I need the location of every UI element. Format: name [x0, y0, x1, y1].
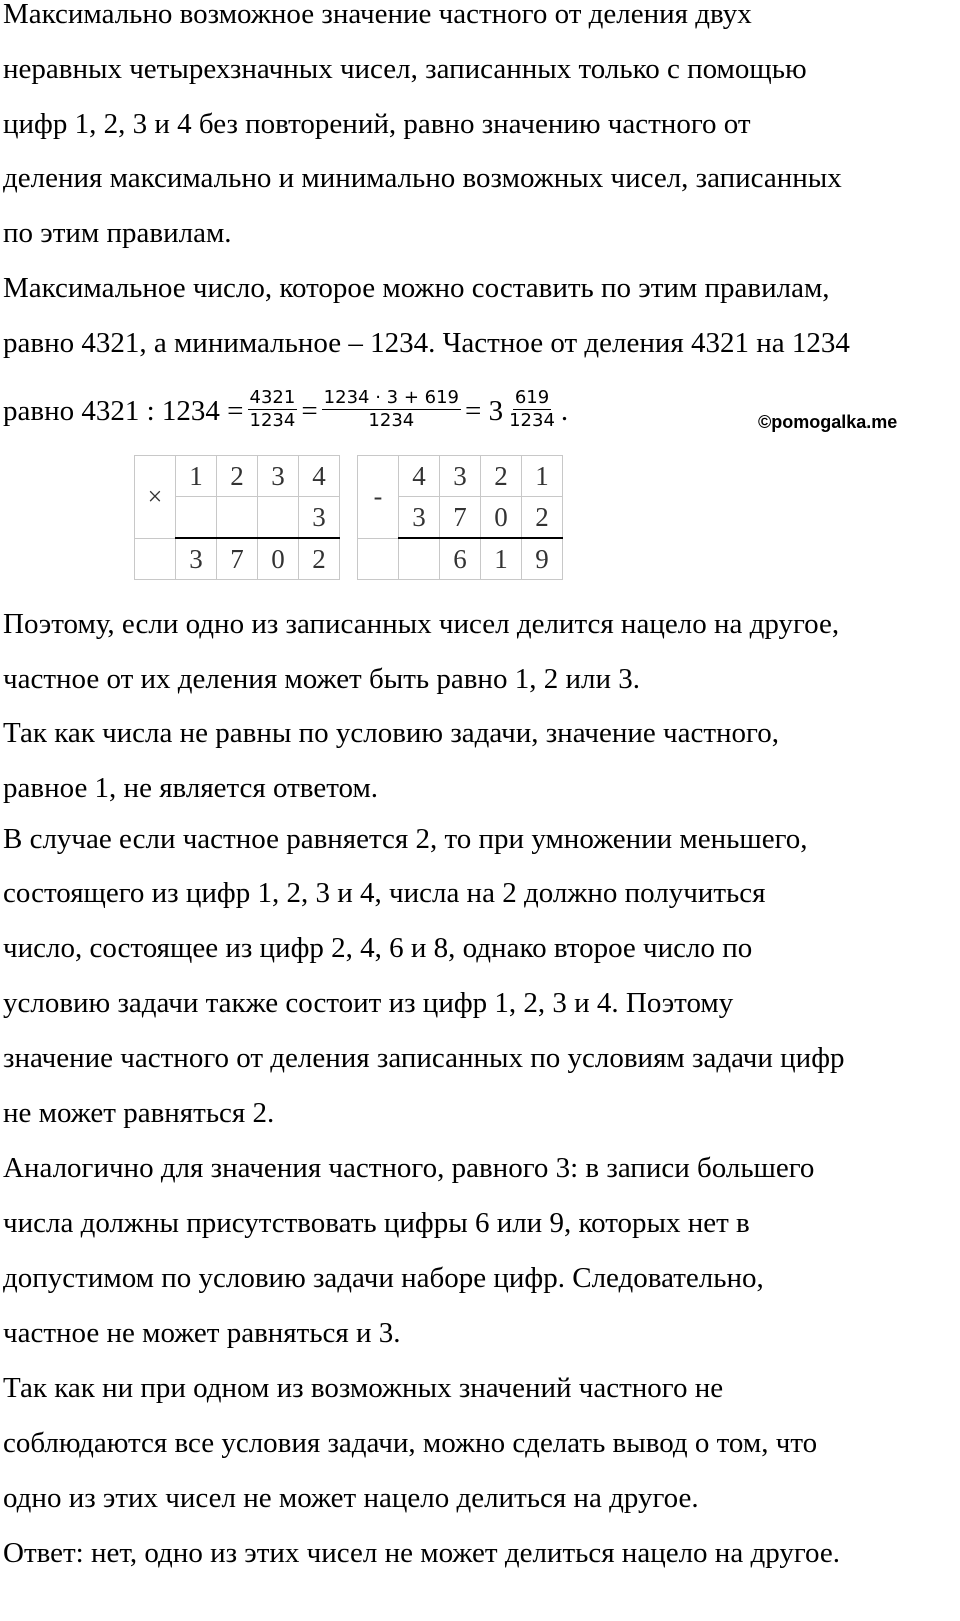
text-line: Поэтому, если одно из записанных чисел делится нацело на другое, [3, 608, 840, 640]
text-line: условию задачи также состоит из цифр 1, 2, 3 и 4. Поэтому [3, 987, 734, 1019]
digit-cell: 4 [399, 456, 440, 497]
fraction-2-numerator: 1234 · 3 + 619 [323, 386, 459, 408]
digit-cell: 3 [399, 497, 440, 539]
fraction-3-numerator: 619 [514, 386, 550, 408]
digit-cell: 9 [522, 538, 563, 580]
digit-cell: 2 [299, 538, 340, 580]
text-line: цифр 1, 2, 3 и 4 без повторений, равно значению частного от [3, 108, 751, 140]
empty-cell [135, 538, 176, 580]
text-line: равное 1, не является ответом. [3, 772, 379, 804]
digit-cell: 4 [299, 456, 340, 497]
text-line: одно из этих чисел не может нацело делиться на другое. [3, 1482, 699, 1514]
watermark: ©pomogalka.me [758, 412, 898, 432]
text-line: допустимом по условию задачи наборе цифр. Следовательно, [3, 1262, 764, 1294]
digit-cell: 3 [440, 456, 481, 497]
fraction-1-denominator: 1234 [249, 409, 296, 431]
text-line: равно 4321, а минимальное – 1234. Частное от деления 4321 на 1234 [3, 327, 850, 359]
fraction-2 [322, 387, 461, 432]
digit-cell: 7 [440, 497, 481, 539]
text-line: не может равняться 2. [3, 1097, 275, 1129]
multiplication-grid [134, 455, 340, 580]
digit-cell [217, 497, 258, 539]
text-line: состоящего из цифр 1, 2, 3 и 4, числа на 2 должно получиться [3, 877, 766, 909]
equals-sign: = [301, 395, 318, 427]
answer-line: Ответ: нет, одно из этих чисел не может делиться нацело на другое. [3, 1537, 840, 1569]
subtraction-grid [357, 455, 563, 580]
digit-cell [399, 538, 440, 580]
digit-cell: 0 [258, 538, 299, 580]
text-line: деления максимально и минимально возможных чисел, записанных [3, 162, 842, 194]
digit-cell: 3 [299, 497, 340, 539]
text-line: по этим правилам. [3, 217, 232, 249]
equation-period: . [560, 395, 569, 427]
digit-cell: 7 [217, 538, 258, 580]
text-line: Максимально возможное значение частного от деления двух [3, 0, 752, 30]
digit-cell: 2 [481, 456, 522, 497]
equals-three: = 3 [464, 395, 504, 427]
multiply-operator: × [135, 456, 176, 539]
text-line: значение частного от деления записанных по условиям задачи цифр [3, 1042, 845, 1074]
digit-cell: 1 [522, 456, 563, 497]
fraction-1-numerator: 4321 [249, 386, 296, 408]
digit-cell: 3 [258, 456, 299, 497]
fraction-2-denominator: 1234 [368, 409, 415, 431]
equation-lead: равно 4321 : 1234 = [3, 395, 244, 427]
text-line: соблюдаются все условия задачи, можно сделать вывод о том, что [3, 1427, 818, 1459]
digit-cell [176, 497, 217, 539]
text-line: Так как числа не равны по условию задачи, значение частного, [3, 717, 779, 749]
text-line: неравных четырехзначных чисел, записанных только с помощью [3, 53, 807, 85]
text-line: В случае если частное равняется 2, то при умножении меньшего, [3, 823, 808, 855]
text-line: число, состоящее из цифр 2, 4, 6 и 8, однако второе число по [3, 932, 753, 964]
text-line: числа должны присутствовать цифры 6 или 9, которых нет в [3, 1207, 750, 1239]
digit-cell: 0 [481, 497, 522, 539]
text-line: частное от их деления может быть равно 1, 2 или 3. [3, 663, 640, 695]
text-line: частное не может равняться и 3. [3, 1317, 401, 1349]
text-line: Максимальное число, которое можно составить по этим правилам, [3, 272, 830, 304]
fraction-3 [507, 387, 557, 432]
empty-cell [358, 538, 399, 580]
fraction-1 [248, 387, 298, 432]
digit-cell: 6 [440, 538, 481, 580]
fraction-3-denominator: 1234 [509, 409, 555, 431]
text-line: Так как ни при одном из возможных значений частного не [3, 1372, 724, 1404]
digit-cell: 1 [481, 538, 522, 580]
digit-cell: 2 [522, 497, 563, 539]
digit-cell [258, 497, 299, 539]
digit-cell: 2 [217, 456, 258, 497]
minus-operator: - [358, 456, 399, 539]
digit-cell: 3 [176, 538, 217, 580]
text-line: Аналогично для значения частного, равного 3: в записи большего [3, 1152, 815, 1184]
digit-cell: 1 [176, 456, 217, 497]
